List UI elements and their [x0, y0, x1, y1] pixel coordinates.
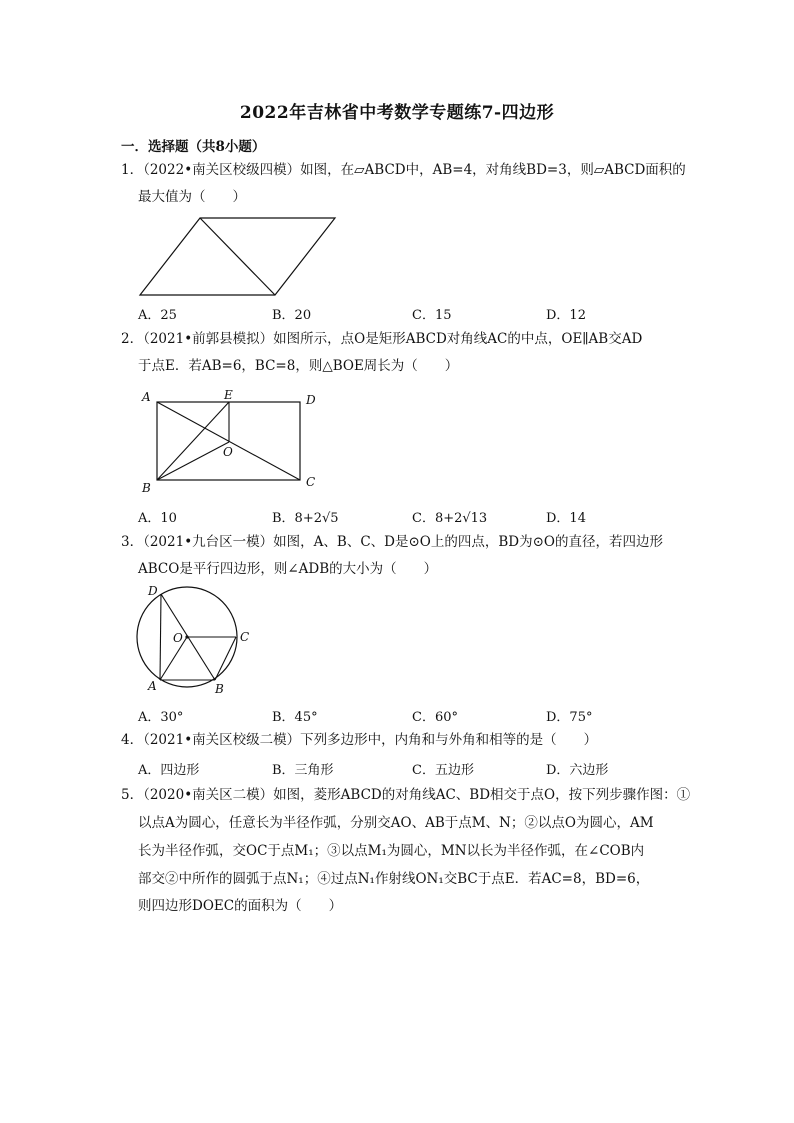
q2-option-b[interactable]: B．8+2√5 — [272, 511, 339, 526]
label-o: O — [223, 445, 233, 459]
q3-circle-figure — [136, 583, 261, 702]
label-c: C — [240, 630, 250, 644]
q3-option-c[interactable]: C．60° — [412, 710, 458, 725]
q2-option-c[interactable]: C．8+2√13 — [412, 511, 488, 526]
q1-option-d[interactable]: D．12 — [546, 308, 586, 323]
segment-bo — [157, 442, 229, 480]
q3-line-2: ABCO是平行四边形，则∠ADB的大小为（ ） — [138, 561, 438, 577]
label-a: A — [142, 390, 151, 404]
label-e: E — [224, 388, 233, 402]
label-d: D — [148, 584, 158, 598]
q1-option-a[interactable]: A．25 — [138, 308, 177, 323]
q1-line-2: 最大值为（ ） — [138, 189, 246, 205]
q4-option-c[interactable]: C．五边形 — [412, 763, 474, 778]
label-b: B — [142, 481, 151, 495]
label-c: C — [306, 475, 316, 489]
q3-option-a[interactable]: A．30° — [138, 710, 184, 725]
q3-option-b[interactable]: B．45° — [272, 710, 318, 725]
q4-option-a[interactable]: A．四边形 — [138, 763, 200, 778]
label-a: A — [148, 679, 157, 693]
section-heading: 一．选择题（共8小题） — [121, 139, 266, 155]
q2-option-d[interactable]: D．14 — [546, 511, 586, 526]
q5-line-5: 则四边形DOEC的面积为（ ） — [138, 898, 343, 914]
q1-option-c[interactable]: C．15 — [412, 308, 452, 323]
label-o: O — [173, 631, 183, 645]
diagonal-bd — [200, 218, 275, 295]
q4-option-d[interactable]: D．六边形 — [546, 763, 609, 778]
segment-da — [160, 594, 161, 680]
segment-be — [157, 402, 229, 480]
q5-line-1: 5．（2020•南关区二模）如图，菱形ABCD的对角线AC、BD相交于点O，按下列步骤作图：① — [121, 787, 691, 803]
q5-line-4: 部交②中所作的圆弧于点N₁；④过点N₁作射线ON₁交BC于点E．若AC=8，BD=6， — [138, 871, 650, 887]
q2-line-2: 于点E．若AB=6，BC=8，则△BOE周长为（ ） — [138, 358, 459, 374]
q3-option-d[interactable]: D．75° — [546, 710, 593, 725]
segment-bc — [215, 637, 236, 680]
q1-parallelogram-figure — [138, 215, 338, 301]
q3-line-1: 3．（2021•九台区一模）如图，A、B、C、D是⊙O上的四点，BD为⊙O的直径，若四边形 — [121, 534, 663, 550]
q1-line-1: 1．（2022•南关区校级四模）如图，在▱ABCD中，AB=4，对角线BD=3，则▱ABCD面积的 — [121, 162, 686, 178]
center-dot — [185, 635, 188, 638]
q2-option-a[interactable]: A．10 — [138, 511, 177, 526]
label-d: D — [306, 393, 316, 407]
page-title: 2022年吉林省中考数学专题练7-四边形 — [239, 103, 555, 123]
q1-option-b[interactable]: B．20 — [272, 308, 312, 323]
label-b: B — [215, 682, 224, 696]
q5-line-3: 长为半径作弧，交OC于点M₁；③以点M₁为圆心，MN以长为半径作弧，在∠COB内 — [138, 843, 645, 859]
q5-line-2: 以点A为圆心，任意长为半径作弧，分别交AO、AB于点M、N；②以点O为圆心，AM — [138, 815, 654, 831]
q2-rectangle-figure — [138, 388, 338, 500]
q4-option-b[interactable]: B．三角形 — [272, 763, 334, 778]
q2-line-1: 2．（2021•前郭县模拟）如图所示，点O是矩形ABCD对角线AC的中点，OE∥AB交AD — [121, 331, 643, 347]
q4-line-1: 4．（2021•南关区校级二模）下列多边形中，内角和与外角和相等的是（ ） — [121, 732, 598, 748]
